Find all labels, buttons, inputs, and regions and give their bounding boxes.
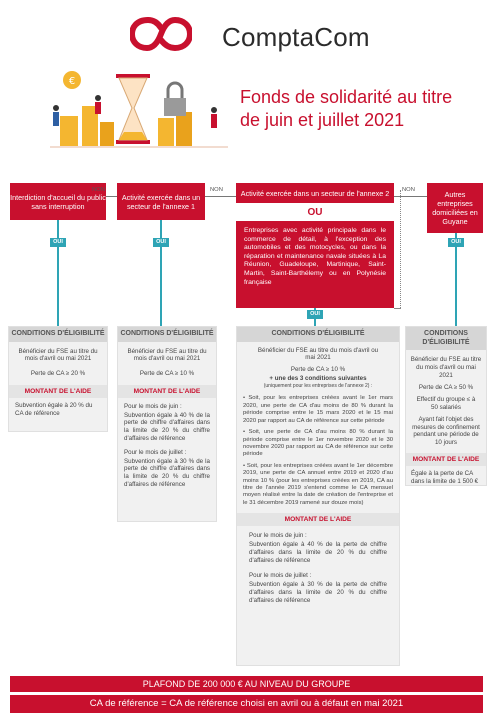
page-title	[240, 86, 460, 132]
connector-line	[106, 196, 117, 197]
col3-juillet-label: Pour le mois de juillet :	[249, 572, 312, 580]
ca-reference-banner: CA de référence = CA de référence choisi en avril ou à défaut en mai 2021	[10, 695, 483, 713]
non-label: NON	[92, 187, 105, 193]
connector-line	[394, 196, 427, 197]
col3-aide-heading: MONTANT DE L'AIDE	[237, 513, 399, 526]
criteria-box-guyane: Autres entreprises domiciliées en Guyane	[427, 183, 483, 233]
col4-panel	[405, 326, 487, 486]
col1-aide-heading: MONTANT DE L'AIDE	[9, 385, 107, 398]
col1-aide: Subvention égale à 20 % du CA de référence	[15, 401, 93, 417]
criteria-box-interdiction: Interdiction d'accueil du public sans interruption	[10, 183, 106, 220]
col1-conditions-heading: CONDITIONS D'ÉLIGIBILITÉ	[9, 327, 107, 342]
oui-line	[57, 220, 59, 326]
criteria-box-annexe-2: Activité exercée dans un secteur de l'annexe 2	[236, 183, 394, 203]
non-label: NON	[210, 187, 223, 193]
col3-condition-3: • Soit, pour les entreprises créées avant le 1er décembre 2019, une perte de CA annuel entre 2019 et 2020 d'au moins 10 % (pour les entreprises créées en 2019, CA au titre de l'année 2019 s'entend comme le CA mensuel moyen réalisé entre la date de création de l'entreprise et le 31 décembre 2019 ramené sur douze mois)	[243, 462, 393, 506]
oui-badge: OUI	[50, 238, 66, 247]
plafond-banner: PLAFOND DE 200 000 € AU NIVEAU DU GROUPE	[10, 676, 483, 692]
oui-badge: OUI	[153, 238, 169, 247]
comptacom-logo-icon	[130, 14, 192, 54]
col3-plus-sub: (uniquement pour les entreprises de l'annexe 2) :	[263, 382, 373, 389]
col3-condition-1: • Soit, pour les entreprises créées avant le 1er mars 2020, une perte de CA d'au moins de 80 % durant la période comprise entre le 15 mars 2020 et le 15 mai 2020 par rapport au CA de référence sur cette période	[243, 395, 393, 424]
connector-line	[205, 196, 236, 197]
title-line-1: Fonds de solidarité au titre	[240, 87, 453, 107]
col3-conditions-heading: CONDITIONS D'ÉLIGIBILITÉ	[237, 327, 399, 342]
col2-perte: Perte de CA ≥ 10 %	[139, 370, 195, 378]
non-label: NON	[402, 187, 415, 193]
col2-juin: Subvention égale à 40 % de la perte de chiffre d'affaires dans la limite de 20 % du chiffre d'affaires de référence	[124, 411, 210, 443]
col2-juillet: Subvention égale à 30 % de la perte de chiffre d'affaires dans la limite de 20 % du chiffre d'affaires de référence	[124, 457, 210, 489]
col2-juin-label: Pour le mois de juin :	[124, 402, 182, 410]
col3-juillet: Subvention égale à 30 % de la perte de chiffre d'affaires dans la limite de 20 % du chiffre d'affaires de référence	[249, 581, 387, 604]
col3-panel	[236, 326, 400, 666]
col4-aide-heading: MONTANT DE L'AIDE	[406, 453, 486, 466]
oui-badge: OUI	[307, 310, 323, 319]
col3-plus: + une des 3 conditions suivantes	[269, 374, 367, 382]
illustration-coins-hourglass-icon	[50, 68, 228, 150]
svg-text:€: €	[68, 76, 76, 87]
bracket-line	[394, 308, 401, 309]
col2-juillet-label: Pour le mois de juillet :	[124, 448, 187, 456]
col1-panel	[8, 326, 108, 432]
bracket-line	[400, 190, 401, 308]
criteria-box-commerce-detail: Entreprises avec activité principale dans le commerce de détail, à l'exception des automobiles et des motocycles, ou dans la réparation et maintenance navale situées à La Réunion, Guadeloupe, Martinique, Saint-Martin, Saint-Barthélemy ou en Polynésie française	[236, 221, 394, 308]
col3-perte: Perte de CA ≥ 10 %	[290, 366, 346, 374]
col4-confinement: Ayant fait l'objet des mesures de confinement pendant une période de 10 jours	[412, 415, 480, 447]
col4-aide: Égale à la perte de CA dans la limite de 1 500 €	[411, 469, 479, 485]
col4-perte: Perte de CA ≥ 50 %	[418, 384, 474, 392]
col3-juin: Subvention égale à 40 % de la perte de chiffre d'affaires dans la limite de 20 % du chiffre d'affaires de référence	[249, 540, 387, 564]
oui-line	[160, 220, 162, 326]
ou-separator: OU	[307, 207, 323, 218]
oui-badge: OUI	[448, 238, 464, 247]
col2-aide-heading: MONTANT DE L'AIDE	[118, 385, 216, 398]
col3-condition-2: • Soit, une perte de CA d'au moins 80 % durant la période comprise entre le 1er novembre 2020 et le 30 novembre 2020 par rapport au CA de référence sur cette période	[243, 429, 393, 458]
col2-panel	[117, 326, 217, 522]
col3-fse: Bénéficier du FSE au titre du mois d'avril ou mai 2021	[257, 346, 379, 362]
col3-juin-label: Pour le mois de juin :	[249, 532, 307, 540]
col1-perte: Perte de CA ≥ 20 %	[30, 370, 86, 378]
criteria-box-annexe-1: Activité exercée dans un secteur de l'annexe 1	[117, 183, 205, 220]
title-line-2: de juin et juillet 2021	[240, 110, 405, 130]
col4-effectif: Effectif du groupe ≤ à 50 salariés	[416, 396, 476, 411]
col2-fse: Bénéficier du FSE au titre du mois d'avril ou mai 2021	[127, 347, 207, 363]
col4-conditions-heading: CONDITIONS D'ÉLIGIBILITÉ	[406, 327, 486, 350]
col1-fse: Bénéficier du FSE au titre du mois d'avril ou mai 2021	[18, 347, 98, 363]
col2-conditions-heading: CONDITIONS D'ÉLIGIBILITÉ	[118, 327, 216, 342]
col4-fse: Bénéficier du FSE au titre du mois d'avril ou mai 2021	[410, 356, 482, 379]
brand-name: ComptaCom	[222, 22, 370, 52]
